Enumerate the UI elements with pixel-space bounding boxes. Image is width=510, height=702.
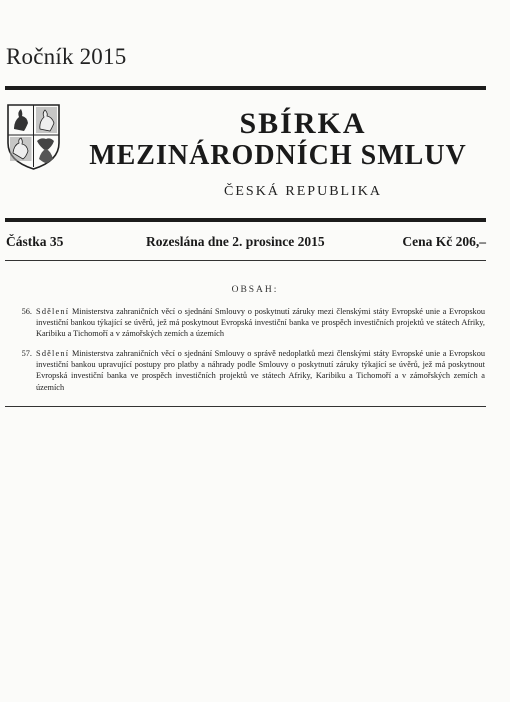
contents-item-number: 56.	[21, 307, 32, 316]
middle-rule	[5, 218, 486, 222]
meta-rule	[5, 260, 486, 261]
contents-bottom-rule	[5, 406, 486, 407]
year-label: Ročník 2015	[6, 44, 127, 69]
publication-title-line2: MEZINÁRODNÍCH SMLUV	[89, 140, 467, 171]
contents-item-lead: Sdělení	[36, 307, 70, 316]
top-rule	[5, 86, 486, 90]
issue-distribution-date: Rozeslána dne 2. prosince 2015	[146, 234, 325, 249]
contents-item-text: Ministerstva zahraničních věcí o sjednání Smlouvy o poskytnutí záruky mezi členskými státy Evropské unie a Evropskou investiční bankou týkající se úvěrů, jež má poskytnout Evropská investiční banka ve prospěch investičních projektů ve státech Afriky, Karibiku a Tichomoří a v zámořských zemích a územích	[36, 307, 486, 339]
contents-heading: OBSAH:	[231, 285, 279, 295]
issue-price: Cena Kč 206,–	[402, 234, 486, 249]
contents-item	[6, 306, 485, 340]
publication-subtitle: ČESKÁ REPUBLIKA	[224, 184, 382, 199]
issue-part: Částka 35	[6, 234, 64, 249]
contents-item	[6, 348, 485, 393]
contents-item-text: Ministerstva zahraničních věcí o sjednání Smlouvy o správě nedoplatků mezi členskými státy Evropské unie a Evropskou investiční bankou upravující postupy pro platby a náhrady podle Smlouvy o poskytnutí záruky týkající se úvěrů, jež má poskytnout Evropská investiční banka ve prospěch investičních projektů ve státech Afriky, Karibiku a Tichomoří a v zámořských zemích a územích	[36, 349, 485, 392]
contents-item-lead: Sdělení	[36, 349, 70, 358]
contents-item-number: 57.	[21, 349, 32, 358]
publication-title-line1: SBÍRKA	[239, 107, 367, 140]
state-emblem-icon	[6, 103, 61, 171]
